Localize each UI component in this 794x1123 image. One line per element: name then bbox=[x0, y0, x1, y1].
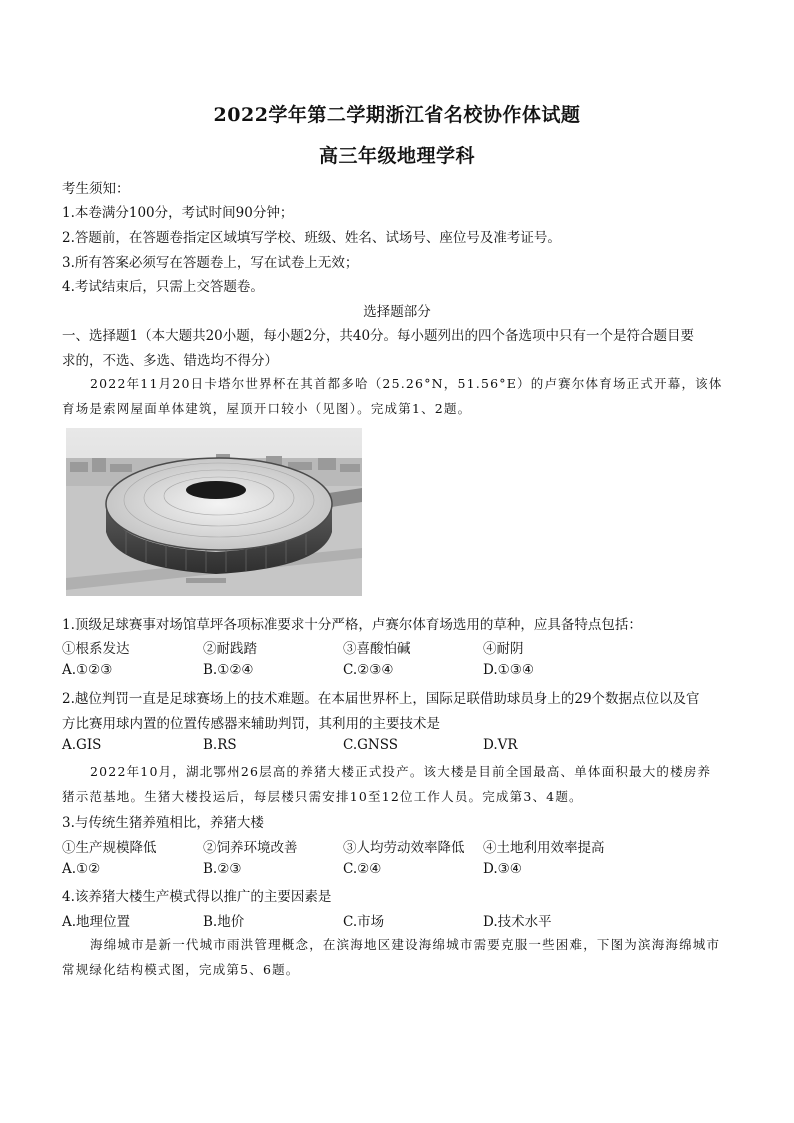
answer-choices bbox=[62, 910, 742, 930]
choice-c: C.市场 bbox=[343, 914, 385, 930]
question-stem: 4.该养猪大楼生产模式得以推广的主要因素是 bbox=[62, 889, 332, 905]
passage-text: 2022年10月，湖北鄂州26层高的养猪大楼正式投产。该大楼是目前全国最高、单体面积最大的楼房养 bbox=[90, 764, 712, 779]
stadium-photo bbox=[66, 428, 362, 596]
choice-d: D.①③④ bbox=[483, 662, 534, 678]
choice-b: B.①②④ bbox=[203, 662, 254, 678]
choice-b: B.地价 bbox=[203, 914, 245, 930]
choice-d: D.VR bbox=[483, 737, 518, 753]
item: ④土地利用效率提高 bbox=[483, 840, 605, 856]
question-items bbox=[62, 637, 742, 657]
choice-c: C.②④ bbox=[343, 861, 382, 877]
item: ③喜酸怕碱 bbox=[343, 641, 411, 657]
exam-subtitle: 高三年级地理学科 bbox=[318, 145, 475, 167]
question-stem: 2.越位判罚一直是足球赛场上的技术难题。在本届世界杯上，国际足联借助球员身上的29个数据点位以及官 bbox=[62, 691, 700, 707]
passage-text: 育场是索网屋面单体建筑，屋顶开口较小（见图）。完成第1、2题。 bbox=[62, 401, 472, 416]
notice-item: 3.所有答案必须写在答题卷上，写在试卷上无效； bbox=[62, 255, 359, 271]
answer-choices bbox=[62, 737, 742, 757]
passage-text: 常规绿化结构模式图，完成第5、6题。 bbox=[62, 962, 300, 977]
item: ①生产规模降低 bbox=[62, 840, 157, 856]
question-stem: 方比赛用球内置的位置传感器来辅助判罚，其利用的主要技术是 bbox=[62, 716, 440, 732]
choice-d: D.③④ bbox=[483, 861, 522, 877]
answer-choices bbox=[62, 861, 742, 881]
notice-item: 4.考试结束后，只需上交答题卷。 bbox=[62, 279, 264, 295]
section-instruction: 一、选择题1（本大题共20小题，每小题2分，共40分。每小题列出的四个备选项中只有一个是符合题目要 bbox=[62, 328, 695, 344]
choice-b: B.RS bbox=[203, 737, 237, 753]
choice-d: D.技术水平 bbox=[483, 914, 552, 930]
notice-item: 1.本卷满分100分，考试时间90分钟； bbox=[62, 205, 294, 221]
answer-choices bbox=[62, 662, 742, 682]
notice-item: 2.答题前，在答题卷指定区域填写学校、班级、姓名、试场号、座位号及准考证号。 bbox=[62, 230, 561, 246]
question-stem: 3.与传统生猪养殖相比，养猪大楼 bbox=[62, 815, 264, 831]
item: ②饲养环境改善 bbox=[203, 840, 298, 856]
section-instruction: 求的，不选、多选、错选均不得分） bbox=[62, 353, 278, 369]
item: ①根系发达 bbox=[62, 641, 130, 657]
passage-text: 2022年11月20日卡塔尔世界杯在其首都多哈（25.26°N，51.56°E）的卢赛尔体育场正式开幕，该体 bbox=[90, 376, 723, 391]
choice-a: A.①②③ bbox=[62, 662, 113, 678]
choice-c: C.②③④ bbox=[343, 662, 394, 678]
choice-a: A.地理位置 bbox=[62, 914, 131, 930]
choice-a: A.GIS bbox=[62, 737, 102, 753]
passage-text: 猪示范基地。生猪大楼投运后，每层楼只需安排10至12位工作人员。完成第3、4题。 bbox=[62, 789, 583, 804]
passage-text: 海绵城市是新一代城市雨洪管理概念，在滨海地区建设海绵城市需要克服一些困难，下图为滨海海绵城市 bbox=[90, 937, 721, 952]
item: ③人均劳动效率降低 bbox=[343, 840, 465, 856]
item: ④耐阴 bbox=[483, 641, 524, 657]
choice-b: B.②③ bbox=[203, 861, 242, 877]
question-items bbox=[62, 836, 742, 856]
choice-c: C.GNSS bbox=[343, 737, 398, 753]
exam-title: 2022学年第二学期浙江省名校协作体试题 bbox=[213, 104, 581, 126]
choice-a: A.①② bbox=[62, 861, 101, 877]
section-title: 选择题部分 bbox=[363, 304, 431, 320]
question-stem: 1.顶级足球赛事对场馆草坪各项标准要求十分严格，卢赛尔体育场选用的草种，应具备特点包括： bbox=[62, 617, 642, 633]
notice-heading: 考生须知： bbox=[62, 181, 130, 197]
item: ②耐践踏 bbox=[203, 641, 257, 657]
